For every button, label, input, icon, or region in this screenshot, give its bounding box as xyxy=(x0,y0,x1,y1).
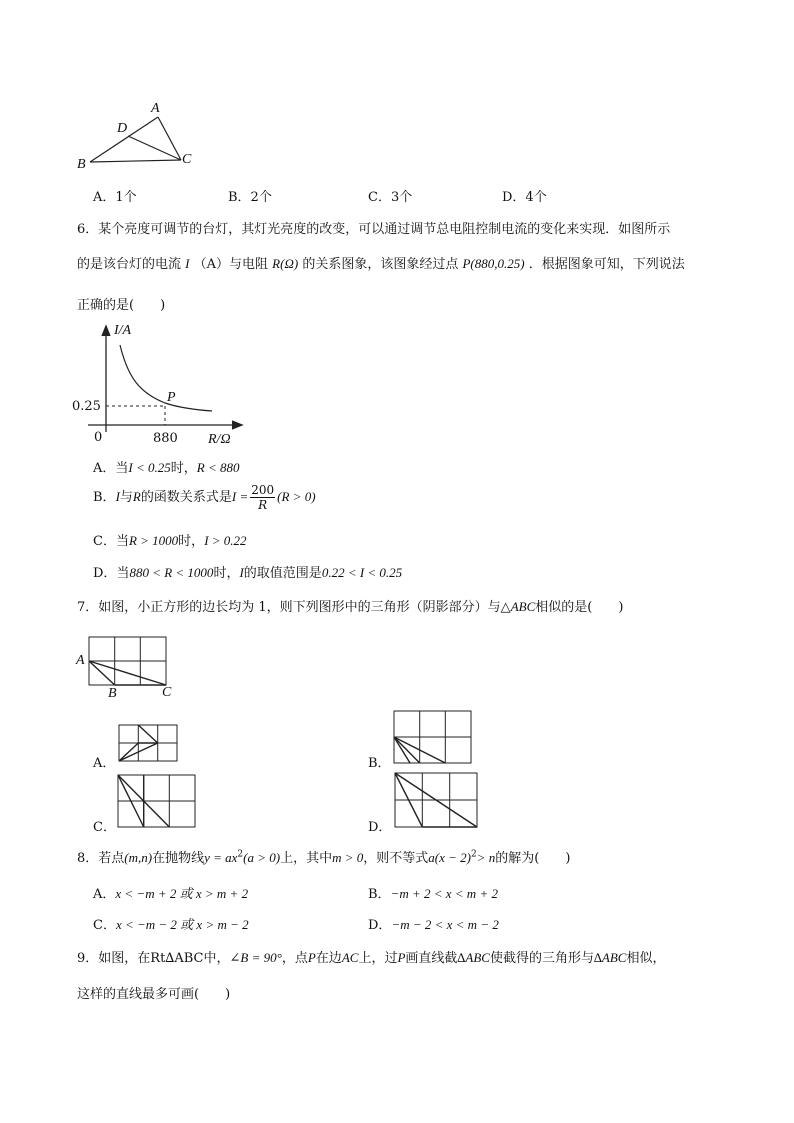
q9-text: ，点 xyxy=(281,951,308,966)
q7-fig-label-A: A xyxy=(76,653,85,668)
option-label: A．当 xyxy=(93,461,129,476)
q7-fig-label-C: C xyxy=(162,685,172,700)
q6-var-I: I xyxy=(185,256,190,271)
q5-option-a[interactable]: A．1个 xyxy=(93,190,137,205)
q8-text: 在抛物线 xyxy=(152,851,205,866)
fraction-denominator: R xyxy=(258,498,268,512)
fig5-label-C: C xyxy=(182,152,192,167)
graph-point-P: P xyxy=(167,390,176,405)
q9-stem-line2: 这样的直线最多可画( ) xyxy=(77,987,231,1002)
option-text: 与 xyxy=(119,490,133,505)
q7-option-c-grid xyxy=(118,775,195,827)
graph-xlabel: R/Ω xyxy=(208,432,231,447)
q7-option-b[interactable]: B． xyxy=(368,756,391,771)
q5-option-d[interactable]: D．4个 xyxy=(502,190,547,205)
fig5-label-A: A xyxy=(151,101,160,116)
q7-option-d[interactable]: D． xyxy=(368,820,392,835)
option-text: 时， xyxy=(170,461,197,476)
graph-yval: 0.25 xyxy=(72,399,101,414)
q8-math: y = ax xyxy=(204,850,238,865)
option-label: D． xyxy=(368,918,392,933)
q8-math: > n xyxy=(476,850,496,865)
q6-point-P: P(880,0.25) xyxy=(462,256,525,271)
q9-math: ∠B = 90° xyxy=(229,950,282,965)
q7-reference-grid xyxy=(89,637,166,685)
fig5-label-B: B xyxy=(77,157,86,172)
option-math: I < 0.25 xyxy=(128,460,171,475)
q9-text: 使截得的三角形与 xyxy=(489,951,594,966)
q8-text: 8．若点 xyxy=(77,851,125,866)
q9-math: ∆ABC xyxy=(593,950,627,965)
q8-math: a(x − 2) xyxy=(428,850,471,865)
q8-text: ，则不等式 xyxy=(363,851,429,866)
q9-text: 中， xyxy=(203,951,230,966)
q9-math: ∆ABC xyxy=(457,950,490,965)
q8-option-b[interactable] xyxy=(368,883,498,902)
option-label: C． xyxy=(93,918,116,933)
q7-text: 相似的是( ) xyxy=(535,600,624,615)
q5-option-c[interactable]: C．3个 xyxy=(368,190,413,205)
q9-math: P xyxy=(397,950,406,965)
q6-var-R: R(Ω) xyxy=(272,256,299,271)
fraction-numerator: 200 xyxy=(251,483,275,497)
q6-stem-line3: 正确的是( ) xyxy=(77,298,166,313)
q8-math: m > 0 xyxy=(332,850,364,865)
option-math: I = xyxy=(231,489,249,504)
graph-xval: 880 xyxy=(153,431,178,446)
option-math: R < 880 xyxy=(196,460,240,475)
option-math: x < −m − 2 或 x > m − 2 xyxy=(115,917,249,932)
q7-option-a[interactable]: A． xyxy=(93,756,116,771)
graph-origin: 0 xyxy=(94,430,103,445)
q9-text: 在边 xyxy=(315,951,342,966)
q6-text: （A）与电阻 xyxy=(193,257,269,272)
option-math: R xyxy=(132,489,141,504)
option-label: B． xyxy=(368,887,391,902)
q7-reference-triangle xyxy=(89,661,166,685)
q8-option-c[interactable] xyxy=(93,914,249,933)
q8-exponent: 2 xyxy=(470,849,477,860)
q6-text: 的关系图象，该图象经过点 xyxy=(302,257,459,272)
option-label: B． xyxy=(93,490,116,505)
q8-exponent: 2 xyxy=(237,849,244,860)
q7-text: 7．如图，小正方形的边长均为 1，则下列图形中的三角形（阴影部分）与△ xyxy=(77,600,511,615)
option-math: I xyxy=(115,489,120,504)
q7-abc: ABC xyxy=(510,599,536,614)
q8-math: (a > 0) xyxy=(243,850,281,865)
option-text: 的函数关系式是 xyxy=(140,490,232,505)
option-math: 880 < R < 1000 xyxy=(129,565,214,580)
q8-math: (m,n) xyxy=(124,850,153,865)
q8-stem xyxy=(77,847,570,866)
q9-math: AC xyxy=(341,950,359,965)
option-math: I xyxy=(239,565,244,580)
q8-text: 的解为( ) xyxy=(495,851,571,866)
option-math: I > 0.22 xyxy=(204,533,247,548)
q7-option-c[interactable]: C． xyxy=(93,820,116,835)
option-text: 时， xyxy=(213,566,240,581)
q8-option-d[interactable] xyxy=(368,914,499,933)
option-math: 0.22 < I < 0.25 xyxy=(321,565,403,580)
fig5-label-D: D xyxy=(117,121,128,136)
option-text: 的取值范围是 xyxy=(243,566,322,581)
option-text: 时， xyxy=(178,534,205,549)
q8-option-a[interactable] xyxy=(93,883,248,902)
option-math: R > 1000 xyxy=(128,533,179,548)
q9-math: Rt∆ABC xyxy=(150,951,204,966)
q9-text: 画直线截 xyxy=(405,951,458,966)
q7-fig-label-B: B xyxy=(108,686,117,701)
option-math: x < −m + 2 或 x > m + 2 xyxy=(115,886,249,901)
option-label: A． xyxy=(93,887,116,902)
q9-stem-line1 xyxy=(77,947,665,966)
graph-ylabel: I/A xyxy=(114,323,132,338)
q5-option-b[interactable]: B．2个 xyxy=(228,190,272,205)
q9-text: 上，过 xyxy=(358,951,398,966)
q9-text: 相似， xyxy=(626,951,666,966)
option-math: (R > 0) xyxy=(277,489,316,504)
option-math: −m − 2 < x < m − 2 xyxy=(391,917,499,932)
q9-math: P xyxy=(307,950,316,965)
q9-text: 9．如图，在 xyxy=(77,951,151,966)
q6-text: 的是该台灯的电流 xyxy=(77,257,182,272)
option-label: D．当 xyxy=(93,566,130,581)
q6-text: ．根据图象可知，下列说法 xyxy=(528,257,685,272)
q8-text: 上，其中 xyxy=(280,851,333,866)
option-label: C．当 xyxy=(93,534,129,549)
option-math: −m + 2 < x < m + 2 xyxy=(390,886,498,901)
q6-stem-line1: 6．某个亮度可调节的台灯，其灯光亮度的改变，可以通过调节总电阻控制电流的变化来实现．如图所示 xyxy=(77,222,671,237)
